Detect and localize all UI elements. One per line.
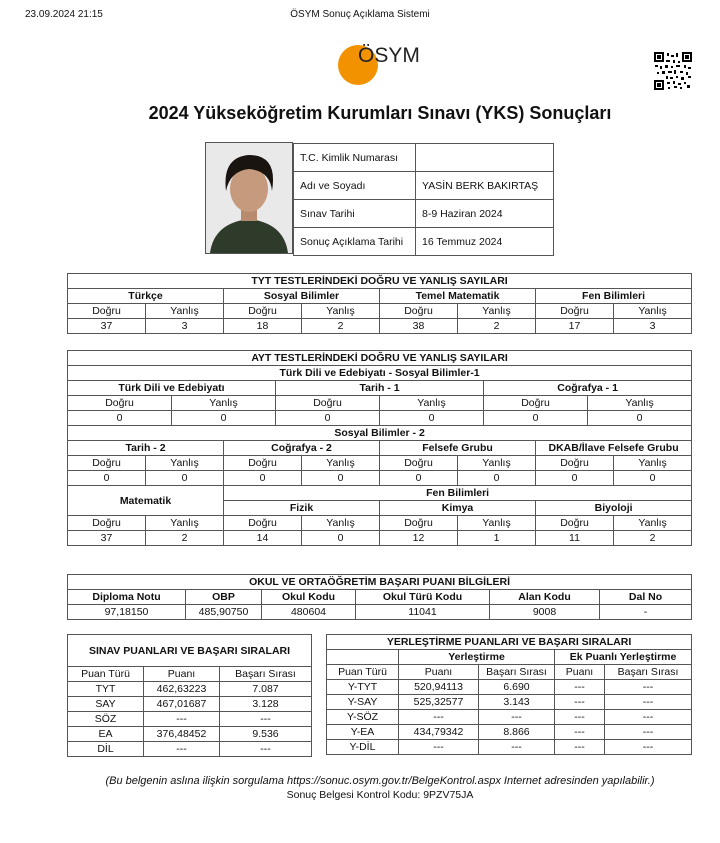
placement-header: Puanı — [399, 665, 479, 680]
wrong-label: Yanlış — [302, 516, 380, 531]
placement-type: Y-SÖZ — [327, 710, 399, 725]
exam-scores-table — [67, 634, 312, 757]
placement-type: Y-DİL — [327, 740, 399, 755]
correct-label: Doğru — [68, 304, 146, 319]
ayt-value: 0 — [146, 471, 224, 486]
qr-code-icon — [654, 52, 692, 90]
extra-score: --- — [555, 710, 605, 725]
tyt-subject: Temel Matematik — [380, 289, 536, 304]
tyt-value: 37 — [68, 319, 146, 334]
school-value: 480604 — [262, 605, 356, 620]
ayt-science-subject: Fizik — [224, 501, 380, 516]
print-datetime: 23.09.2024 21:15 — [25, 9, 103, 20]
exam-scores-header: Puanı — [144, 667, 220, 682]
ayt-value: 0 — [536, 471, 614, 486]
extra-rank: --- — [605, 680, 692, 695]
school-header: Dal No — [600, 590, 692, 605]
placement-sub1: Yerleştirme — [399, 650, 555, 665]
placement-header: Puan Türü — [327, 665, 399, 680]
tyt-value: 3 — [146, 319, 224, 334]
control-code: Sonuç Belgesi Kontrol Kodu: 9PZV75JA — [286, 789, 474, 801]
ayt-g2-subject: Tarih - 2 — [68, 441, 224, 456]
exam-date-label: Sınav Tarihi — [294, 200, 416, 228]
score-rank: 7.087 — [220, 682, 312, 697]
identity-table — [293, 143, 554, 256]
correct-label: Doğru — [484, 396, 588, 411]
wrong-label: Yanlış — [302, 304, 380, 319]
correct-label: Doğru — [536, 456, 614, 471]
correct-label: Doğru — [224, 516, 302, 531]
ayt-g2-subject: Felsefe Grubu — [380, 441, 536, 456]
school-value: - — [600, 605, 692, 620]
ayt-value: 0 — [484, 411, 588, 426]
wrong-label: Yanlış — [614, 304, 692, 319]
ayt-value: 0 — [302, 531, 380, 546]
ayt-value: 0 — [302, 471, 380, 486]
wrong-label: Yanlış — [302, 456, 380, 471]
tyt-value: 38 — [380, 319, 458, 334]
score-type: SÖZ — [68, 712, 144, 727]
ayt-group2-title: Sosyal Bilimler - 2 — [68, 426, 692, 441]
wrong-label: Yanlış — [458, 516, 536, 531]
score-type: SAY — [68, 697, 144, 712]
wrong-label: Yanlış — [458, 304, 536, 319]
candidate-avatar-icon — [206, 143, 292, 253]
school-table — [67, 574, 692, 620]
score-type: TYT — [68, 682, 144, 697]
ayt-group1-title: Türk Dili ve Edebiyatı - Sosyal Bilimler-1 — [68, 366, 692, 381]
wrong-label: Yanlış — [614, 516, 692, 531]
placement-score: 434,79342 — [399, 725, 479, 740]
school-header: Alan Kodu — [490, 590, 600, 605]
exam-date-value: 8-9 Haziran 2024 — [416, 200, 554, 228]
name-label: Adı ve Soyadı — [294, 172, 416, 200]
name-value: YASİN BERK BAKIRTAŞ — [416, 172, 554, 200]
school-value: 97,18150 — [68, 605, 186, 620]
wrong-label: Yanlış — [380, 396, 484, 411]
placement-header: Başarı Sırası — [605, 665, 692, 680]
score-rank: --- — [220, 712, 312, 727]
wrong-label: Yanlış — [146, 456, 224, 471]
wrong-label: Yanlış — [146, 304, 224, 319]
tyt-subject: Türkçe — [68, 289, 224, 304]
system-name: ÖSYM Sonuç Açıklama Sistemi — [290, 9, 430, 20]
placement-rank: 3.143 — [479, 695, 555, 710]
tyt-value: 17 — [536, 319, 614, 334]
correct-label: Doğru — [276, 396, 380, 411]
ayt-value: 0 — [68, 471, 146, 486]
extra-rank: --- — [605, 695, 692, 710]
ayt-value: 0 — [588, 411, 692, 426]
tyt-title: TYT TESTLERİNDEKİ DOĞRU VE YANLIŞ SAYILARI — [68, 274, 692, 289]
extra-rank: --- — [605, 740, 692, 755]
placement-type: Y-TYT — [327, 680, 399, 695]
placement-score: 520,94113 — [399, 680, 479, 695]
score-value: 467,01687 — [144, 697, 220, 712]
exam-scores-header: Puan Türü — [68, 667, 144, 682]
correct-label: Doğru — [68, 516, 146, 531]
ayt-value: 37 — [68, 531, 146, 546]
score-rank: --- — [220, 742, 312, 757]
placement-sub2: Ek Puanlı Yerleştirme — [555, 650, 692, 665]
extra-rank: --- — [605, 710, 692, 725]
tyt-subject: Sosyal Bilimler — [224, 289, 380, 304]
correct-label: Doğru — [380, 304, 458, 319]
ayt-value: 2 — [146, 531, 224, 546]
ayt-value: 0 — [68, 411, 172, 426]
placement-table — [326, 634, 692, 755]
wrong-label: Yanlış — [146, 516, 224, 531]
placement-header: Başarı Sırası — [479, 665, 555, 680]
extra-score: --- — [555, 680, 605, 695]
correct-label: Doğru — [380, 456, 458, 471]
placement-type: Y-EA — [327, 725, 399, 740]
ayt-science-subject: Kimya — [380, 501, 536, 516]
score-rank: 9.536 — [220, 727, 312, 742]
tyt-value: 2 — [302, 319, 380, 334]
ayt-value: 0 — [380, 411, 484, 426]
school-header: Okul Kodu — [262, 590, 356, 605]
placement-score: --- — [399, 740, 479, 755]
id-label: T.C. Kimlik Numarası — [294, 144, 416, 172]
ayt-value: 0 — [380, 471, 458, 486]
placement-header: Puanı — [555, 665, 605, 680]
ayt-value: 0 — [614, 471, 692, 486]
tyt-subject: Fen Bilimleri — [536, 289, 692, 304]
ayt-math-title: Matematik — [68, 486, 224, 516]
school-header: Diploma Notu — [68, 590, 186, 605]
extra-score: --- — [555, 695, 605, 710]
placement-score: --- — [399, 710, 479, 725]
exam-scores-header: Başarı Sırası — [220, 667, 312, 682]
score-value: --- — [144, 712, 220, 727]
placement-type: Y-SAY — [327, 695, 399, 710]
ayt-g1-subject: Tarih - 1 — [276, 381, 484, 396]
extra-rank: --- — [605, 725, 692, 740]
score-value: --- — [144, 742, 220, 757]
placement-rank: 6.690 — [479, 680, 555, 695]
school-value: 11041 — [356, 605, 490, 620]
placement-empty-cell — [327, 650, 399, 665]
extra-score: --- — [555, 740, 605, 755]
ayt-value: 11 — [536, 531, 614, 546]
correct-label: Doğru — [536, 516, 614, 531]
tyt-table — [67, 273, 692, 334]
score-rank: 3.128 — [220, 697, 312, 712]
wrong-label: Yanlış — [614, 456, 692, 471]
score-type: DİL — [68, 742, 144, 757]
school-header: OBP — [186, 590, 262, 605]
placement-rank: 8.866 — [479, 725, 555, 740]
ayt-g2-subject: DKAB/İlave Felsefe Grubu — [536, 441, 692, 456]
correct-label: Doğru — [224, 456, 302, 471]
exam-scores-title: SINAV PUANLARI VE BAŞARI SIRALARI — [68, 635, 312, 667]
wrong-label: Yanlış — [588, 396, 692, 411]
school-value: 9008 — [490, 605, 600, 620]
school-header: Okul Türü Kodu — [356, 590, 490, 605]
correct-label: Doğru — [536, 304, 614, 319]
placement-rank: --- — [479, 710, 555, 725]
tyt-value: 3 — [614, 319, 692, 334]
correct-label: Doğru — [224, 304, 302, 319]
ayt-value: 0 — [458, 471, 536, 486]
tyt-value: 2 — [458, 319, 536, 334]
ayt-value: 14 — [224, 531, 302, 546]
page-title: 2024 Yükseköğretim Kurumları Sınavı (YKS) Sonuçları — [148, 103, 612, 123]
placement-score: 525,32577 — [399, 695, 479, 710]
ayt-value: 12 — [380, 531, 458, 546]
id-value — [416, 144, 554, 172]
ayt-title: AYT TESTLERİNDEKİ DOĞRU VE YANLIŞ SAYILARI — [68, 351, 692, 366]
correct-label: Doğru — [380, 516, 458, 531]
ayt-table — [67, 350, 692, 546]
score-value: 462,63223 — [144, 682, 220, 697]
ayt-value: 0 — [172, 411, 276, 426]
score-value: 376,48452 — [144, 727, 220, 742]
result-date-value: 16 Temmuz 2024 — [416, 228, 554, 256]
wrong-label: Yanlış — [172, 396, 276, 411]
result-date-label: Sonuç Açıklama Tarihi — [294, 228, 416, 256]
correct-label: Doğru — [68, 396, 172, 411]
ayt-science-title: Fen Bilimleri — [224, 486, 692, 501]
ayt-science-subject: Biyoloji — [536, 501, 692, 516]
score-type: EA — [68, 727, 144, 742]
placement-title: YERLEŞTİRME PUANLARI VE BAŞARI SIRALARI — [327, 635, 692, 650]
candidate-photo — [205, 142, 293, 254]
school-value: 485,90750 — [186, 605, 262, 620]
ayt-value: 1 — [458, 531, 536, 546]
ayt-g1-subject: Coğrafya - 1 — [484, 381, 692, 396]
ayt-g1-subject: Türk Dili ve Edebiyatı — [68, 381, 276, 396]
extra-score: --- — [555, 725, 605, 740]
correct-label: Doğru — [68, 456, 146, 471]
school-title: OKUL VE ORTAÖĞRETİM BAŞARI PUANI BİLGİLERİ — [68, 575, 692, 590]
ayt-value: 0 — [276, 411, 380, 426]
ayt-value: 2 — [614, 531, 692, 546]
ayt-g2-subject: Coğrafya - 2 — [224, 441, 380, 456]
wrong-label: Yanlış — [458, 456, 536, 471]
tyt-value: 18 — [224, 319, 302, 334]
osym-logo-text: ÖSYM — [358, 44, 420, 67]
placement-rank: --- — [479, 740, 555, 755]
verification-note: (Bu belgenin aslına ilişkin sorgulama https://sonuc.osym.gov.tr/BelgeKontrol.aspx Internet adresinden yapılabilir.) — [105, 775, 655, 787]
ayt-value: 0 — [224, 471, 302, 486]
